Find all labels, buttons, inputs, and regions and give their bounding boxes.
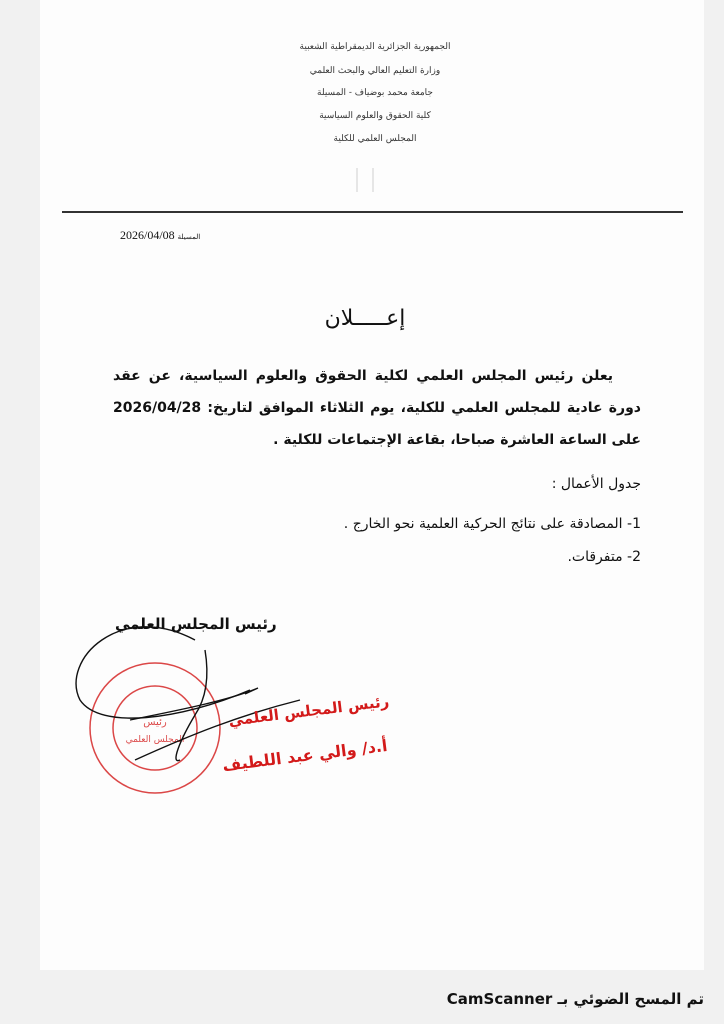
date-value: 2026/04/08 — [120, 228, 175, 242]
svg-text:المجلس العلمي: المجلس العلمي — [125, 735, 185, 745]
announcement-title: إعـــــلان — [324, 306, 406, 331]
official-seal — [90, 663, 220, 793]
date-city: المسيلة — [177, 233, 201, 241]
letterhead-line: الجمهورية الجزائرية الديمقراطية الشعبية — [299, 42, 451, 52]
signature-title: رئيس المجلس العلمي — [115, 615, 277, 633]
letterhead-line: المجلس العلمي للكلية — [333, 134, 417, 144]
announcement-body: يعلن رئيس المجلس العلمي لكلية الحقوق والعلوم السياسية، عن عقد دورة عادية للمجلس العلمي للكلية، يوم الثلاثاء الموافق لتاريخ: 2026/04/28 على الساعة العاشرة صباحا، بقاعة الإجتماعات للكلية . — [113, 368, 641, 448]
letterhead-line: كلية الحقوق والعلوم السياسية — [319, 111, 431, 121]
handwritten-signature — [76, 627, 300, 761]
agenda-item: 2- متفرقات. — [567, 549, 641, 565]
stamp-title: رئيس المجلس العلمي — [227, 692, 391, 730]
letterhead-line: جامعة محمد بوضياف - المسيلة — [317, 88, 433, 98]
letterhead-line: وزارة التعليم العالي والبحث العلمي — [309, 66, 441, 76]
agenda-item: 1- المصادقة على نتائج الحركية العلمية نحو الخارج . — [343, 516, 641, 532]
svg-text:رئيس: رئيس — [143, 717, 167, 728]
camscanner-footer: تم المسح الضوئي بـ CamScanner — [446, 990, 704, 1008]
stamp-name: أ.د/ والي عبد اللطيف — [221, 735, 389, 776]
agenda-heading: جدول الأعمال : — [551, 476, 641, 492]
